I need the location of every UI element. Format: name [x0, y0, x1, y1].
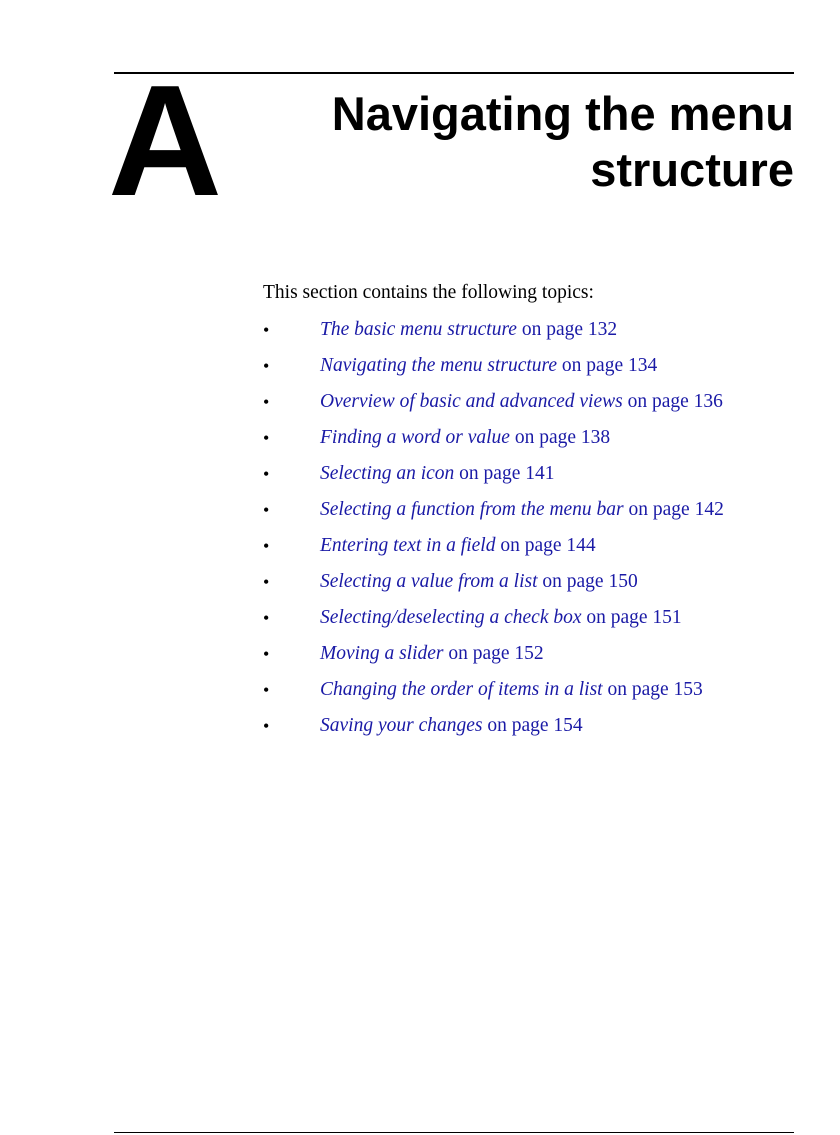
list-item	[263, 498, 803, 534]
page-reference: on page 136	[622, 391, 723, 412]
page-reference: on page 141	[454, 463, 555, 484]
list-item	[263, 570, 803, 606]
list-item	[263, 606, 803, 642]
bullet-icon: •	[263, 392, 270, 412]
chapter-letter: A	[108, 53, 221, 229]
bullet-icon: •	[263, 320, 270, 340]
page-reference: on page 132	[516, 319, 618, 340]
list-item	[263, 318, 803, 354]
topic-link[interactable]: Selecting an icon	[320, 463, 455, 484]
bullet-icon: •	[263, 536, 270, 556]
list-item	[263, 534, 803, 570]
list-item	[263, 354, 803, 390]
bullet-icon: •	[263, 644, 270, 664]
list-item	[263, 714, 803, 750]
topic-link[interactable]: Overview of basic and advanced views	[320, 391, 623, 412]
topic-link[interactable]: Saving your changes	[320, 715, 483, 736]
bullet-icon: •	[263, 500, 270, 520]
page-reference: on page 134	[557, 355, 658, 376]
chapter-title-line-2: structure	[590, 143, 794, 196]
bullet-icon: •	[263, 572, 270, 592]
bullet-icon: •	[263, 680, 270, 700]
topic-link[interactable]: Finding a word or value	[320, 427, 510, 448]
page-reference: on page 150	[537, 571, 638, 592]
bullet-icon: •	[263, 716, 270, 736]
page-reference: on page 144	[495, 535, 596, 556]
list-item	[263, 462, 803, 498]
topic-link[interactable]: Selecting/deselecting a check box	[320, 607, 582, 628]
page-reference: on page 154	[482, 715, 583, 736]
list-item	[263, 642, 803, 678]
topic-link[interactable]: Selecting a value from a list	[320, 571, 538, 592]
topic-link[interactable]: The basic menu structure	[320, 319, 517, 340]
section-intro: This section contains the following topics:	[263, 282, 594, 303]
bullet-icon: •	[263, 464, 270, 484]
page-reference: on page 142	[623, 499, 724, 520]
footer-rule	[114, 1132, 794, 1133]
chapter-title	[274, 86, 794, 198]
chapter-title-line-1: Navigating the menu	[331, 87, 794, 140]
topic-link[interactable]: Selecting a function from the menu bar	[320, 499, 624, 520]
list-item	[263, 678, 803, 714]
page-reference: on page 152	[443, 643, 544, 664]
topic-link[interactable]: Entering text in a field	[320, 535, 496, 556]
list-item	[263, 390, 803, 426]
topic-list	[263, 318, 803, 750]
topic-link[interactable]: Changing the order of items in a list	[320, 679, 603, 700]
bullet-icon: •	[263, 608, 270, 628]
bullet-icon: •	[263, 428, 270, 448]
topic-link[interactable]: Moving a slider	[320, 643, 444, 664]
topic-link[interactable]: Navigating the menu structure	[320, 355, 558, 376]
page-reference: on page 151	[581, 607, 682, 628]
bullet-icon: •	[263, 356, 270, 376]
page-reference: on page 153	[602, 679, 703, 700]
page-reference: on page 138	[509, 427, 611, 448]
list-item	[263, 426, 803, 462]
